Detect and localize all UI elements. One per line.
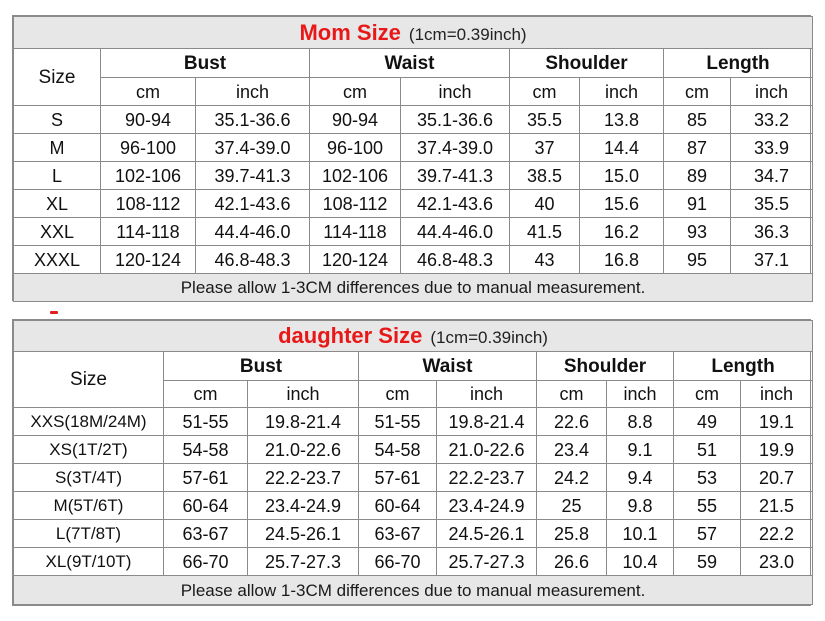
size-cell: M(5T/6T) <box>14 492 164 520</box>
table-row <box>14 408 813 436</box>
table-cell: 59 <box>674 548 741 576</box>
table-cell: 60-64 <box>359 492 437 520</box>
unit-cell: cm <box>664 78 731 106</box>
mom-size-chart <box>12 15 811 301</box>
daughter-waist-header: Waist <box>359 352 537 381</box>
table-cell: 25.8 <box>537 520 607 548</box>
table-cell: 35.1-36.6 <box>196 106 310 134</box>
table-cell: 35.5 <box>731 190 813 218</box>
table-cell: 89 <box>664 162 731 190</box>
table-cell: 120-124 <box>101 246 196 274</box>
table-cell: 14.4 <box>580 134 664 162</box>
table-cell: 54-58 <box>359 436 437 464</box>
table-cell: 25 <box>537 492 607 520</box>
daughter-bust-header: Bust <box>164 352 359 381</box>
table-cell: 108-112 <box>310 190 401 218</box>
table-cell: 95 <box>664 246 731 274</box>
table-cell: 46.8-48.3 <box>196 246 310 274</box>
table-cell: 24.2 <box>537 464 607 492</box>
table-cell: 37.1 <box>731 246 813 274</box>
table-cell: 25.7-27.3 <box>437 548 537 576</box>
table-cell: 46.8-48.3 <box>401 246 510 274</box>
table-cell: 23.0 <box>741 548 813 576</box>
table-cell: 54-58 <box>164 436 248 464</box>
table-cell: 10.1 <box>607 520 674 548</box>
table-cell: 33.9 <box>731 134 813 162</box>
table-cell: 21.0-22.6 <box>437 436 537 464</box>
daughter-size-header: Size <box>14 352 164 408</box>
table-cell: 66-70 <box>359 548 437 576</box>
table-row <box>14 464 813 492</box>
table-cell: 13.8 <box>580 106 664 134</box>
table-cell: 51-55 <box>164 408 248 436</box>
table-cell: 34.7 <box>731 162 813 190</box>
table-cell: 23.4-24.9 <box>248 492 359 520</box>
table-cell: 37.4-39.0 <box>196 134 310 162</box>
unit-cell: inch <box>248 381 359 408</box>
size-cell: S(3T/4T) <box>14 464 164 492</box>
unit-cell: cm <box>101 78 196 106</box>
table-cell: 26.6 <box>537 548 607 576</box>
table-cell: 43 <box>510 246 580 274</box>
table-cell: 85 <box>664 106 731 134</box>
size-cell: XL <box>14 190 101 218</box>
table-cell: 19.1 <box>741 408 813 436</box>
table-row <box>14 162 813 190</box>
mom-unit-row <box>14 78 813 106</box>
unit-cell: cm <box>674 381 741 408</box>
table-cell: 114-118 <box>310 218 401 246</box>
daughter-measurement-note: Please allow 1-3CM differences due to manual measurement. <box>14 576 813 605</box>
table-cell: 63-67 <box>164 520 248 548</box>
daughter-size-chart <box>12 319 811 606</box>
table-cell: 23.4 <box>537 436 607 464</box>
table-cell: 41.5 <box>510 218 580 246</box>
table-row <box>14 190 813 218</box>
daughter-title-bar <box>14 321 813 352</box>
size-cell: XXS(18M/24M) <box>14 408 164 436</box>
table-cell: 57-61 <box>359 464 437 492</box>
table-cell: 35.5 <box>510 106 580 134</box>
mom-conversion-note: (1cm=0.39inch) <box>408 24 527 44</box>
unit-cell: inch <box>607 381 674 408</box>
table-cell: 42.1-43.6 <box>196 190 310 218</box>
table-cell: 53 <box>674 464 741 492</box>
unit-cell: cm <box>164 381 248 408</box>
unit-cell: cm <box>359 381 437 408</box>
unit-cell: inch <box>437 381 537 408</box>
unit-cell: inch <box>401 78 510 106</box>
table-cell: 93 <box>664 218 731 246</box>
table-row <box>14 218 813 246</box>
table-cell: 24.5-26.1 <box>248 520 359 548</box>
mom-size-table <box>13 16 813 302</box>
unit-cell: cm <box>537 381 607 408</box>
table-cell: 90-94 <box>310 106 401 134</box>
size-cell: M <box>14 134 101 162</box>
table-cell: 66-70 <box>164 548 248 576</box>
table-cell: 24.5-26.1 <box>437 520 537 548</box>
size-cell: S <box>14 106 101 134</box>
table-cell: 19.8-21.4 <box>248 408 359 436</box>
table-cell: 40 <box>510 190 580 218</box>
table-cell: 16.2 <box>580 218 664 246</box>
mom-title: Mom Size <box>299 19 401 45</box>
unit-cell: inch <box>580 78 664 106</box>
table-cell: 120-124 <box>310 246 401 274</box>
table-cell: 21.0-22.6 <box>248 436 359 464</box>
table-row <box>14 246 813 274</box>
table-cell: 20.7 <box>741 464 813 492</box>
table-cell: 19.9 <box>741 436 813 464</box>
table-cell: 8.8 <box>607 408 674 436</box>
size-cell: L(7T/8T) <box>14 520 164 548</box>
table-cell: 37.4-39.0 <box>401 134 510 162</box>
table-row <box>14 492 813 520</box>
table-cell: 15.6 <box>580 190 664 218</box>
table-cell: 55 <box>674 492 741 520</box>
mom-length-header: Length <box>664 49 813 78</box>
table-cell: 15.0 <box>580 162 664 190</box>
table-cell: 16.8 <box>580 246 664 274</box>
unit-cell: cm <box>510 78 580 106</box>
size-cell: XXL <box>14 218 101 246</box>
table-cell: 9.1 <box>607 436 674 464</box>
daughter-title: daughter Size <box>278 323 423 348</box>
table-cell: 114-118 <box>101 218 196 246</box>
mom-waist-header: Waist <box>310 49 510 78</box>
table-cell: 102-106 <box>101 162 196 190</box>
mom-size-header: Size <box>14 49 101 106</box>
table-cell: 22.2-23.7 <box>248 464 359 492</box>
table-cell: 21.5 <box>741 492 813 520</box>
table-cell: 51 <box>674 436 741 464</box>
table-cell: 96-100 <box>101 134 196 162</box>
table-cell: 35.1-36.6 <box>401 106 510 134</box>
table-cell: 108-112 <box>101 190 196 218</box>
mom-shoulder-header: Shoulder <box>510 49 664 78</box>
daughter-size-table <box>13 320 813 605</box>
table-cell: 102-106 <box>310 162 401 190</box>
table-cell: 39.7-41.3 <box>196 162 310 190</box>
mom-title-bar <box>14 17 813 49</box>
unit-cell: inch <box>731 78 813 106</box>
table-cell: 39.7-41.3 <box>401 162 510 190</box>
table-cell: 87 <box>664 134 731 162</box>
table-row <box>14 548 813 576</box>
table-cell: 19.8-21.4 <box>437 408 537 436</box>
table-cell: 37 <box>510 134 580 162</box>
table-cell: 22.6 <box>537 408 607 436</box>
daughter-length-header: Length <box>674 352 813 381</box>
table-cell: 23.4-24.9 <box>437 492 537 520</box>
size-cell: XS(1T/2T) <box>14 436 164 464</box>
table-cell: 25.7-27.3 <box>248 548 359 576</box>
table-row <box>14 134 813 162</box>
daughter-shoulder-header: Shoulder <box>537 352 674 381</box>
table-cell: 22.2 <box>741 520 813 548</box>
table-cell: 22.2-23.7 <box>437 464 537 492</box>
table-cell: 63-67 <box>359 520 437 548</box>
daughter-conversion-note: (1cm=0.39inch) <box>430 328 548 347</box>
mom-bust-header: Bust <box>101 49 310 78</box>
table-row <box>14 520 813 548</box>
size-cell: XXXL <box>14 246 101 274</box>
unit-cell: cm <box>310 78 401 106</box>
table-cell: 44.4-46.0 <box>196 218 310 246</box>
size-cell: L <box>14 162 101 190</box>
table-cell: 10.4 <box>607 548 674 576</box>
size-cell: XL(9T/10T) <box>14 548 164 576</box>
unit-cell: inch <box>741 381 813 408</box>
table-cell: 9.8 <box>607 492 674 520</box>
table-cell: 51-55 <box>359 408 437 436</box>
table-cell: 60-64 <box>164 492 248 520</box>
table-cell: 57-61 <box>164 464 248 492</box>
table-row <box>14 436 813 464</box>
table-cell: 90-94 <box>101 106 196 134</box>
table-cell: 49 <box>674 408 741 436</box>
table-cell: 57 <box>674 520 741 548</box>
table-cell: 38.5 <box>510 162 580 190</box>
table-cell: 42.1-43.6 <box>401 190 510 218</box>
table-cell: 33.2 <box>731 106 813 134</box>
unit-cell: inch <box>196 78 310 106</box>
table-cell: 96-100 <box>310 134 401 162</box>
mom-measurement-note: Please allow 1-3CM differences due to manual measurement. <box>14 274 813 302</box>
table-cell: 44.4-46.0 <box>401 218 510 246</box>
table-cell: 36.3 <box>731 218 813 246</box>
table-cell: 91 <box>664 190 731 218</box>
red-mark <box>50 311 58 314</box>
table-cell: 9.4 <box>607 464 674 492</box>
table-row <box>14 106 813 134</box>
